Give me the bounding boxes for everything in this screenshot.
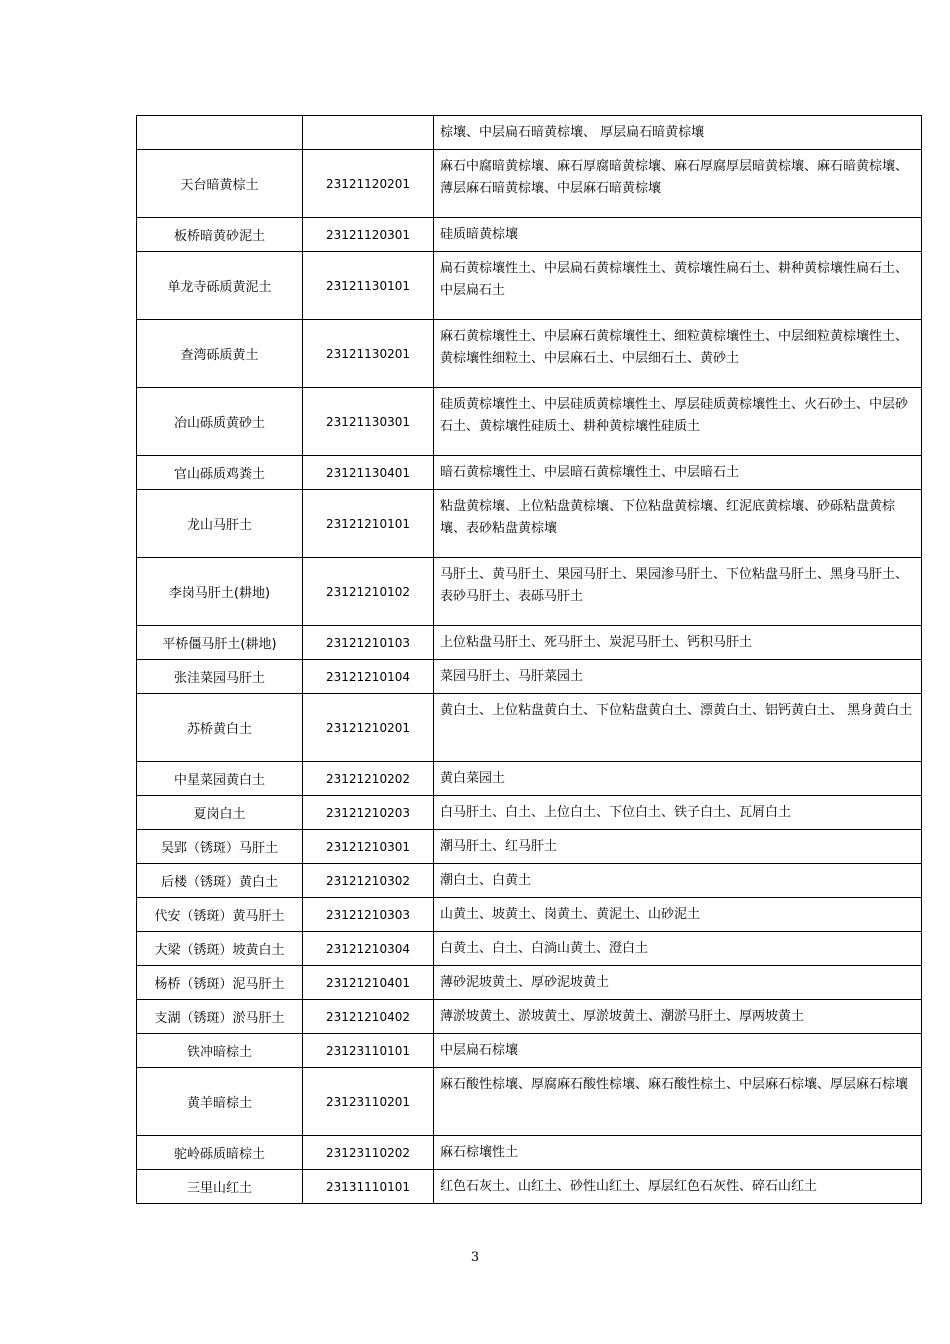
soil-code-cell: 23121130401 bbox=[303, 456, 434, 490]
soil-code-cell: 23121210402 bbox=[303, 1000, 434, 1034]
soil-code-cell: 23121130101 bbox=[303, 252, 434, 320]
soil-code-cell bbox=[303, 116, 434, 150]
soil-code-cell: 23123110201 bbox=[303, 1068, 434, 1136]
table-row bbox=[137, 490, 922, 558]
table-row bbox=[137, 864, 922, 898]
soil-description-cell: 黄白菜园土 bbox=[434, 762, 922, 796]
soil-code-cell: 23121210401 bbox=[303, 966, 434, 1000]
soil-description-cell: 薄砂泥坡黄土、厚砂泥坡黄土 bbox=[434, 966, 922, 1000]
table-row bbox=[137, 388, 922, 456]
soil-description-cell: 麻石黄棕壤性土、中层麻石黄棕壤性土、细粒黄棕壤性土、中层细粒黄棕壤性土、黄棕壤性细粒土、中层麻石土、中层细石土、黄砂土 bbox=[434, 320, 922, 388]
soil-code-cell: 23123110101 bbox=[303, 1034, 434, 1068]
soil-name-cell: 李岗马肝土(耕地) bbox=[137, 558, 303, 626]
soil-description-cell: 马肝土、黄马肝土、果园马肝土、果园渗马肝土、下位粘盘马肝土、黑身马肝土、表砂马肝土、表砾马肝土 bbox=[434, 558, 922, 626]
soil-description-cell: 潮白土、白黄土 bbox=[434, 864, 922, 898]
soil-code-cell: 23131110101 bbox=[303, 1170, 434, 1204]
soil-name-cell: 中星菜园黄白土 bbox=[137, 762, 303, 796]
soil-description-cell: 麻石酸性棕壤、厚腐麻石酸性棕壤、麻石酸性棕土、中层麻石棕壤、厚层麻石棕壤 bbox=[434, 1068, 922, 1136]
soil-code-cell: 23121210202 bbox=[303, 762, 434, 796]
table-row bbox=[137, 796, 922, 830]
soil-name-cell: 天台暗黄棕土 bbox=[137, 150, 303, 218]
soil-name-cell: 支湖（锈斑）淤马肝土 bbox=[137, 1000, 303, 1034]
soil-table-body bbox=[137, 116, 922, 1204]
soil-code-cell: 23121130301 bbox=[303, 388, 434, 456]
soil-code-cell: 23121210301 bbox=[303, 830, 434, 864]
soil-description-cell: 红色石灰土、山红土、砂性山红土、厚层红色石灰性、碎石山红土 bbox=[434, 1170, 922, 1204]
soil-name-cell: 驼岭砾质暗棕土 bbox=[137, 1136, 303, 1170]
table-row bbox=[137, 558, 922, 626]
soil-description-cell: 薄淤坡黄土、淤坡黄土、厚淤坡黄土、潮淤马肝土、厚两坡黄土 bbox=[434, 1000, 922, 1034]
soil-name-cell: 单龙寺砾质黄泥土 bbox=[137, 252, 303, 320]
table-row bbox=[137, 456, 922, 490]
table-row bbox=[137, 150, 922, 218]
soil-name-cell: 龙山马肝土 bbox=[137, 490, 303, 558]
table-row bbox=[137, 252, 922, 320]
table-row bbox=[137, 694, 922, 762]
soil-description-cell: 粘盘黄棕壤、上位粘盘黄棕壤、下位粘盘黄棕壤、红泥底黄棕壤、砂砾粘盘黄棕壤、表砂粘盘黄棕壤 bbox=[434, 490, 922, 558]
soil-description-cell: 白马肝土、白土、上位白土、下位白土、铁子白土、瓦屑白土 bbox=[434, 796, 922, 830]
soil-name-cell: 冶山砾质黄砂土 bbox=[137, 388, 303, 456]
table-row bbox=[137, 116, 922, 150]
table-row bbox=[137, 1136, 922, 1170]
soil-code-cell: 23121210101 bbox=[303, 490, 434, 558]
soil-code-cell: 23121210201 bbox=[303, 694, 434, 762]
table-row bbox=[137, 626, 922, 660]
soil-code-cell: 23121210303 bbox=[303, 898, 434, 932]
page-number: 3 bbox=[470, 1250, 480, 1265]
soil-name-cell: 吴郢（锈斑）马肝土 bbox=[137, 830, 303, 864]
soil-description-cell: 白黄土、白土、白淌山黄土、澄白土 bbox=[434, 932, 922, 966]
table-row bbox=[137, 898, 922, 932]
soil-description-cell: 硅质黄棕壤性土、中层硅质黄棕壤性土、厚层硅质黄棕壤性土、火石砂土、中层砂石土、黄棕壤性硅质土、耕种黄棕壤性硅质土 bbox=[434, 388, 922, 456]
table-row bbox=[137, 932, 922, 966]
soil-code-cell: 23121210203 bbox=[303, 796, 434, 830]
soil-name-cell: 查湾砾质黄土 bbox=[137, 320, 303, 388]
soil-name-cell: 杨桥（锈斑）泥马肝土 bbox=[137, 966, 303, 1000]
soil-name-cell: 苏桥黄白土 bbox=[137, 694, 303, 762]
soil-name-cell: 板桥暗黄砂泥土 bbox=[137, 218, 303, 252]
soil-name-cell: 夏岗白土 bbox=[137, 796, 303, 830]
soil-description-cell: 潮马肝土、红马肝土 bbox=[434, 830, 922, 864]
soil-name-cell: 黄羊暗棕土 bbox=[137, 1068, 303, 1136]
soil-description-cell: 麻石棕壤性土 bbox=[434, 1136, 922, 1170]
soil-name-cell: 大梁（锈斑）坡黄白土 bbox=[137, 932, 303, 966]
soil-description-cell: 山黄土、坡黄土、岗黄土、黄泥土、山砂泥土 bbox=[434, 898, 922, 932]
soil-description-cell: 扁石黄棕壤性土、中层扁石黄棕壤性土、黄棕壤性扁石土、耕种黄棕壤性扁石土、中层扁石土 bbox=[434, 252, 922, 320]
soil-code-cell: 23121210103 bbox=[303, 626, 434, 660]
soil-code-cell: 23121130201 bbox=[303, 320, 434, 388]
soil-name-cell: 后楼（锈斑）黄白土 bbox=[137, 864, 303, 898]
soil-classification-table bbox=[136, 115, 922, 1204]
soil-description-cell: 上位粘盘马肝土、死马肝土、炭泥马肝土、钙积马肝土 bbox=[434, 626, 922, 660]
table-row bbox=[137, 218, 922, 252]
table-row bbox=[137, 1000, 922, 1034]
soil-description-cell: 硅质暗黄棕壤 bbox=[434, 218, 922, 252]
table-row bbox=[137, 762, 922, 796]
table-row bbox=[137, 320, 922, 388]
soil-code-cell: 23121210104 bbox=[303, 660, 434, 694]
soil-description-cell: 暗石黄棕壤性土、中层暗石黄棕壤性土、中层暗石土 bbox=[434, 456, 922, 490]
soil-code-cell: 23121210302 bbox=[303, 864, 434, 898]
soil-code-cell: 23121210102 bbox=[303, 558, 434, 626]
table-row bbox=[137, 1034, 922, 1068]
table-row bbox=[137, 1068, 922, 1136]
soil-description-cell: 黄白土、上位粘盘黄白土、下位粘盘黄白土、漂黄白土、铝钙黄白土、 黑身黄白土 bbox=[434, 694, 922, 762]
soil-name-cell: 平桥僵马肝土(耕地) bbox=[137, 626, 303, 660]
soil-name-cell: 三里山红土 bbox=[137, 1170, 303, 1204]
soil-code-cell: 23121120301 bbox=[303, 218, 434, 252]
soil-name-cell: 官山砾质鸡粪土 bbox=[137, 456, 303, 490]
table-row bbox=[137, 660, 922, 694]
soil-name-cell bbox=[137, 116, 303, 150]
soil-description-cell: 麻石中腐暗黄棕壤、麻石厚腐暗黄棕壤、麻石厚腐厚层暗黄棕壤、麻石暗黄棕壤、薄层麻石暗黄棕壤、中层麻石暗黄棕壤 bbox=[434, 150, 922, 218]
soil-code-cell: 23121120201 bbox=[303, 150, 434, 218]
soil-name-cell: 代安（锈斑）黄马肝土 bbox=[137, 898, 303, 932]
table-row bbox=[137, 830, 922, 864]
soil-name-cell: 铁冲暗棕土 bbox=[137, 1034, 303, 1068]
soil-description-cell: 中层扁石棕壤 bbox=[434, 1034, 922, 1068]
soil-name-cell: 张洼菜园马肝土 bbox=[137, 660, 303, 694]
table-row bbox=[137, 1170, 922, 1204]
soil-code-cell: 23123110202 bbox=[303, 1136, 434, 1170]
soil-description-cell: 棕壤、中层扁石暗黄棕壤、 厚层扁石暗黄棕壤 bbox=[434, 116, 922, 150]
soil-code-cell: 23121210304 bbox=[303, 932, 434, 966]
soil-description-cell: 菜园马肝土、马肝菜园土 bbox=[434, 660, 922, 694]
table-row bbox=[137, 966, 922, 1000]
